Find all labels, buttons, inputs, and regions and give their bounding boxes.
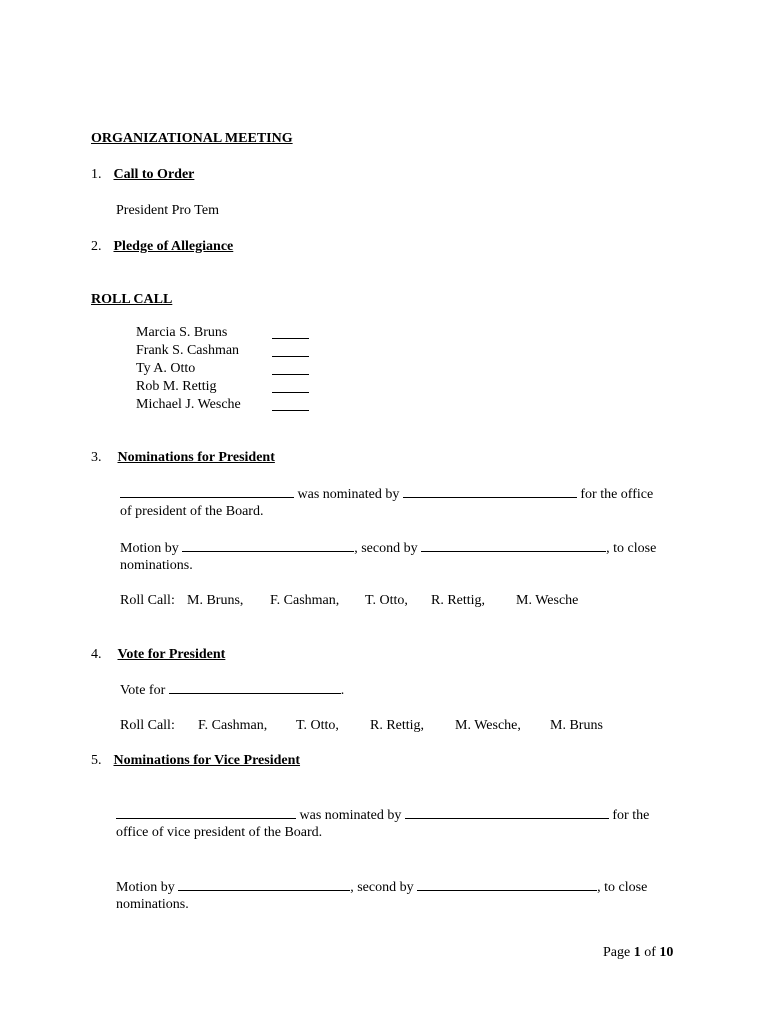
roll-call-label: Roll Call: <box>120 593 175 608</box>
presiding-officer-text: President Pro Tem <box>116 203 219 218</box>
roll-call-member: Marcia S. Bruns <box>136 325 228 340</box>
item-nominations-president <box>91 449 275 466</box>
to-close-text: , to close <box>597 880 648 895</box>
motion-by-blank[interactable] <box>182 539 354 552</box>
total-pages: 10 <box>659 945 674 960</box>
roll-call-name: F. Cashman, <box>198 718 268 733</box>
second-by-blank[interactable] <box>421 539 606 552</box>
roll-call-member: Frank S. Cashman <box>136 343 240 358</box>
nomination-line <box>120 485 653 503</box>
page-label: Page <box>603 945 631 960</box>
office-text: of president of the Board. <box>120 504 264 519</box>
item-title: Nominations for President <box>117 450 275 465</box>
item-vote-president <box>91 646 225 663</box>
item-call-to-order <box>91 166 194 183</box>
second-by-text: , second by <box>354 541 418 556</box>
item-title: Nominations for Vice President <box>113 753 301 768</box>
attendance-blank[interactable] <box>272 378 309 393</box>
nominator-blank[interactable] <box>403 485 577 498</box>
roll-call-name: R. Rettig, <box>431 593 486 608</box>
current-page: 1 <box>633 945 641 960</box>
for-office-text: for the office <box>580 487 654 502</box>
vote-for-text: Vote for <box>120 683 166 698</box>
nominee-blank[interactable] <box>120 485 294 498</box>
roll-call-name: R. Rettig, <box>370 718 425 733</box>
roll-call-member: Ty A. Otto <box>136 361 196 376</box>
roll-call-member: Rob M. Rettig <box>136 379 217 394</box>
page-heading: ORGANIZATIONAL MEETING <box>91 131 293 146</box>
roll-call-line <box>120 592 175 609</box>
nominee-blank[interactable] <box>116 806 296 819</box>
vote-for-line <box>120 681 344 699</box>
vote-for-blank[interactable] <box>169 681 341 694</box>
item-nominations-vice-president <box>91 752 300 769</box>
roll-call-name: T. Otto, <box>296 718 339 733</box>
roll-call-name: M. Wesche <box>516 593 579 608</box>
attendance-blank[interactable] <box>272 396 309 411</box>
item-title: Pledge of Allegiance <box>113 239 234 254</box>
for-the-text: for the <box>612 808 650 823</box>
roll-call-name: M. Wesche, <box>455 718 521 733</box>
roll-call-name: T. Otto, <box>365 593 408 608</box>
motion-line <box>116 878 647 896</box>
nominator-blank[interactable] <box>405 806 609 819</box>
item-pledge <box>91 238 233 255</box>
motion-line <box>120 539 656 557</box>
roll-call-heading: ROLL CALL <box>91 292 173 307</box>
motion-by-text: Motion by <box>120 541 179 556</box>
roll-call-name: F. Cashman, <box>270 593 340 608</box>
item-title: Call to Order <box>113 167 195 182</box>
office-text: office of vice president of the Board. <box>116 825 323 840</box>
roll-call-name: M. Bruns <box>550 718 603 733</box>
page-number <box>603 944 673 961</box>
item-number: 1. <box>91 167 102 182</box>
nominated-by-text: was nominated by <box>299 808 402 823</box>
item-number: 2. <box>91 239 102 254</box>
second-by-text: , second by <box>350 880 414 895</box>
item-title: Vote for President <box>117 647 226 662</box>
roll-call-member: Michael J. Wesche <box>136 397 241 412</box>
roll-call-label: Roll Call: <box>120 718 175 733</box>
of-label: of <box>644 945 656 960</box>
second-by-blank[interactable] <box>417 878 597 891</box>
motion-by-blank[interactable] <box>178 878 350 891</box>
attendance-blank[interactable] <box>272 360 309 375</box>
nomination-line <box>116 806 649 824</box>
nominations-text: nominations. <box>116 897 189 912</box>
item-number: 5. <box>91 753 102 768</box>
nominations-text: nominations. <box>120 558 193 573</box>
attendance-blank[interactable] <box>272 324 309 339</box>
period-text: . <box>340 683 345 698</box>
motion-by-text: Motion by <box>116 880 175 895</box>
nominated-by-text: was nominated by <box>297 487 400 502</box>
to-close-text: , to close <box>606 541 657 556</box>
attendance-blank[interactable] <box>272 342 309 357</box>
item-number: 3. <box>91 450 102 465</box>
roll-call-name: M. Bruns, <box>187 593 244 608</box>
item-number: 4. <box>91 647 102 662</box>
